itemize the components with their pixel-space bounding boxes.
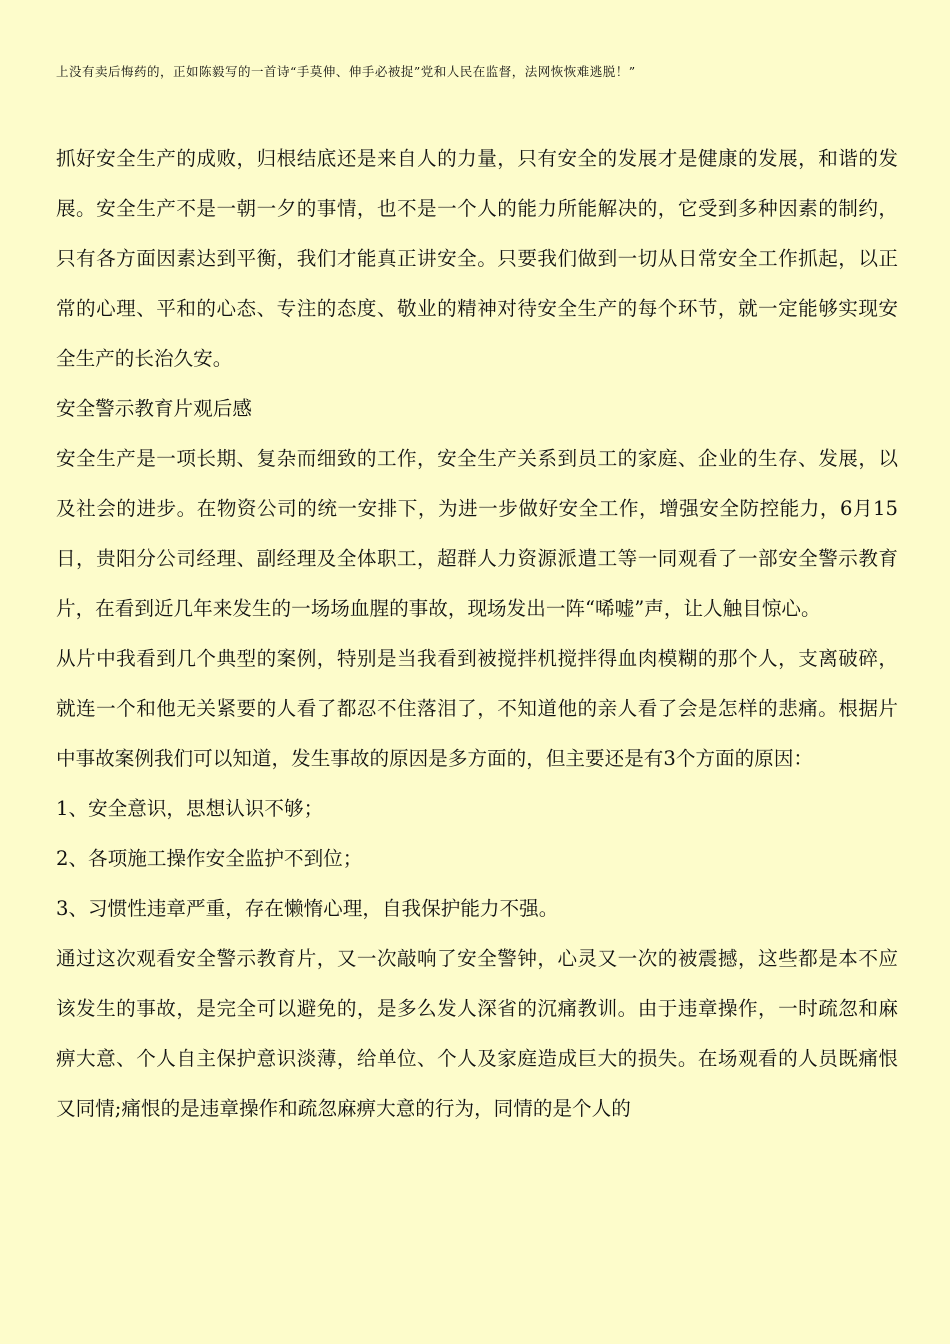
list-item-3: 3、习惯性违章严重，存在懒惰心理，自我保护能力不强。 [56,897,559,920]
list-item-1: 1、安全意识，思想认识不够； [56,797,324,820]
paragraph-conclusion: 抓好安全生产的成败，归根结底还是来自人的力量，只有安全的发展才是健康的发展，和谐的发展。安全生产不是一朝一夕的事情，也不是一个人的能力所能解决的，它受到多种因素的制约，只有各方面因素达到平衡，我们才能真正讲安全。只要我们做到一切从日常安全工作抓起，以正常的心理、平和的心态、专注的态度、敬业的精神对待安全生产的每个环节，就一定能够实现安全生产的长治久安。 [56,147,898,370]
section-title: 安全警示教育片观后感 [56,397,252,420]
page-header-text: 上没有卖后悔药的，正如陈毅写的一首诗“手莫伸、伸手必被捉”党和人民在监督，法网恢恢难逃脱！” [56,64,636,79]
document-body [56,134,898,1134]
paragraph-reflection: 通过这次观看安全警示教育片，又一次敲响了安全警钟，心灵又一次的被震撼，这些都是本不应该发生的事故，是完全可以避免的，是多么发人深省的沉痛教训。由于违章操作，一时疏忽和麻痹大意、个人自主保护意识淡薄，给单位、个人及家庭造成巨大的损失。在场观看的人员既痛恨又同情;痛恨的是违章操作和疏忽麻痹大意的行为，同情的是个人的 [56,947,898,1120]
paragraph-intro: 安全生产是一项长期、复杂而细致的工作，安全生产关系到员工的家庭、企业的生存、发展，以及社会的进步。在物资公司的统一安排下，为进一步做好安全工作，增强安全防控能力，6月15日，贵阳分公司经理、副经理及全体职工，超群人力资源派遣工等一同观看了一部安全警示教育片，在看到近几年来发生的一场场血腥的事故，现场发出一阵“唏嘘”声，让人触目惊心。 [56,447,898,620]
list-item-2: 2、各项施工操作安全监护不到位； [56,847,363,870]
paragraph-cases: 从片中我看到几个典型的案例，特别是当我看到被搅拌机搅拌得血肉模糊的那个人，支离破碎，就连一个和他无关紧要的人看了都忍不住落泪了，不知道他的亲人看了会是怎样的悲痛。根据片中事故案例我们可以知道，发生事故的原因是多方面的，但主要还是有3个方面的原因： [56,647,898,770]
